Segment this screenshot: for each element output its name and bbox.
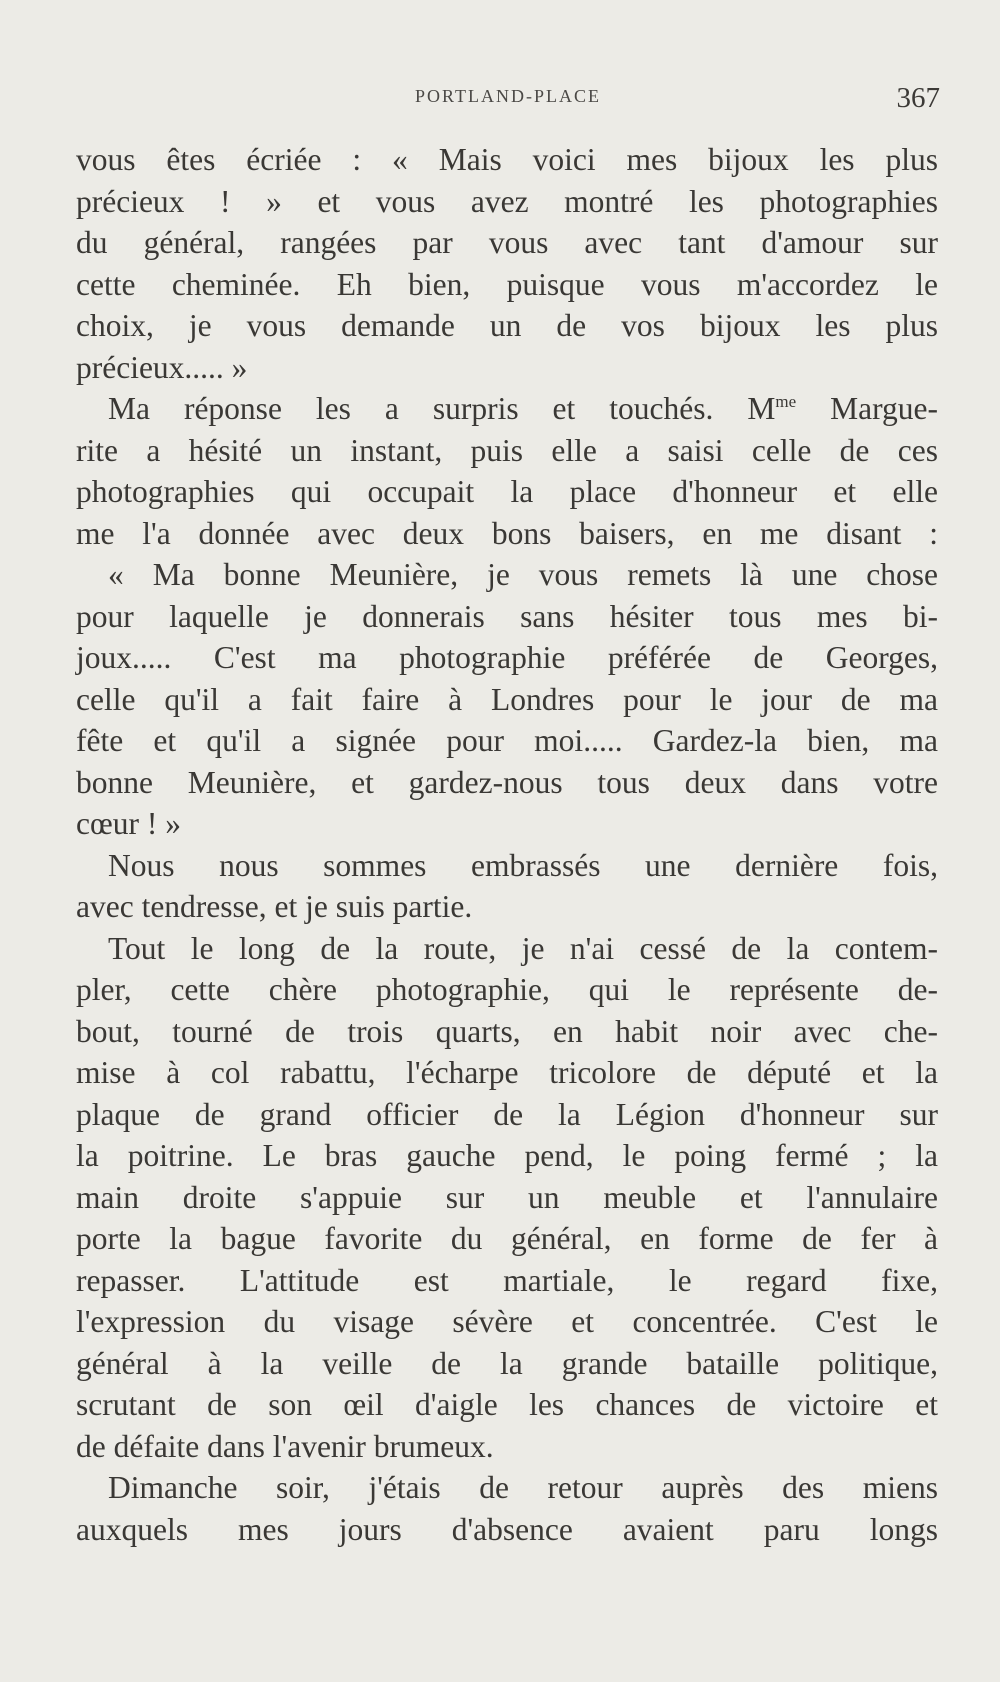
- running-title: PORTLAND-PLACE: [415, 86, 601, 106]
- text-line: précieux..... »: [76, 349, 248, 385]
- text-line: rite a hésité un instant, puis elle a saisi celle de ces: [76, 432, 938, 468]
- text-line: mise à col rabattu, l'écharpe tricolore de député et la: [76, 1055, 938, 1090]
- text-line: pour laquelle je donnerais sans hésiter tous mes bi-: [76, 598, 938, 634]
- text-line: « Ma bonne Meunière, je vous remets là une chose: [108, 557, 938, 592]
- text-line: vous êtes écriée : « Mais voici mes bijoux les plus: [76, 142, 938, 177]
- page-number: 367: [896, 82, 940, 114]
- text-line: celle qu'il a fait faire à Londres pour le jour de ma: [76, 681, 938, 717]
- text-segment: Margue-: [796, 391, 938, 426]
- text-line: scrutant de son œil d'aigle les chances de victoire et: [76, 1387, 938, 1422]
- text-line: repasser. L'attitude est martiale, le regard fixe,: [76, 1262, 938, 1298]
- text-line: la poitrine. Le bras gauche pend, le poing fermé ; la: [76, 1138, 938, 1173]
- text-line: fête et qu'il a signée pour moi..... Gardez-la bien, ma: [76, 723, 938, 758]
- text-line: bonne Meunière, et gardez-nous tous deux dans votre: [76, 764, 938, 800]
- text-line: Nous nous sommes embrassés une dernière fois,: [108, 847, 938, 883]
- body-text: [76, 139, 938, 1550]
- text-line: choix, je vous demande un de vos bijoux les plus: [76, 308, 938, 343]
- text-line: de défaite dans l'avenir brumeux.: [76, 1428, 494, 1464]
- text-line: porte la bague favorite du général, en forme de fer à: [76, 1221, 938, 1256]
- text-line: du général, rangées par vous avec tant d'amour sur: [76, 225, 938, 260]
- text-line: bout, tourné de trois quarts, en habit noir avec che-: [76, 1013, 938, 1049]
- text-line: Dimanche soir, j'étais de retour auprès des miens: [108, 1470, 938, 1505]
- superscript-abbreviation: me: [775, 392, 797, 411]
- text-line: joux..... C'est ma photographie préférée de Georges,: [76, 640, 938, 675]
- text-line: l'expression du visage sévère et concentrée. C'est le: [76, 1304, 938, 1339]
- text-line: photographies qui occupait la place d'honneur et elle: [76, 474, 938, 509]
- text-line: main droite s'appuie sur un meuble et l'annulaire: [76, 1179, 938, 1215]
- text-line: auxquels mes jours d'absence avaient paru longs: [76, 1511, 938, 1547]
- text-line: général à la veille de la grande bataille politique,: [76, 1345, 938, 1381]
- text-line: précieux ! » et vous avez montré les photographies: [76, 183, 938, 219]
- text-line: me l'a donnée avec deux bons baisers, en me disant :: [76, 515, 938, 551]
- text-line: cette cheminée. Eh bien, puisque vous m'accordez le: [76, 266, 938, 302]
- text-line: avec tendresse, et je suis partie.: [76, 889, 473, 924]
- text-line: [76, 388, 938, 430]
- text-line: plaque de grand officier de la Légion d'honneur sur: [76, 1096, 938, 1132]
- text-line: cœur ! »: [76, 806, 181, 841]
- text-line: Tout le long de la route, je n'ai cessé de la contem-: [108, 930, 938, 966]
- text-segment: Ma réponse les a surpris et touchés. M: [108, 391, 776, 426]
- running-head: [76, 82, 940, 122]
- text-line: pler, cette chère photographie, qui le représente de-: [76, 972, 938, 1007]
